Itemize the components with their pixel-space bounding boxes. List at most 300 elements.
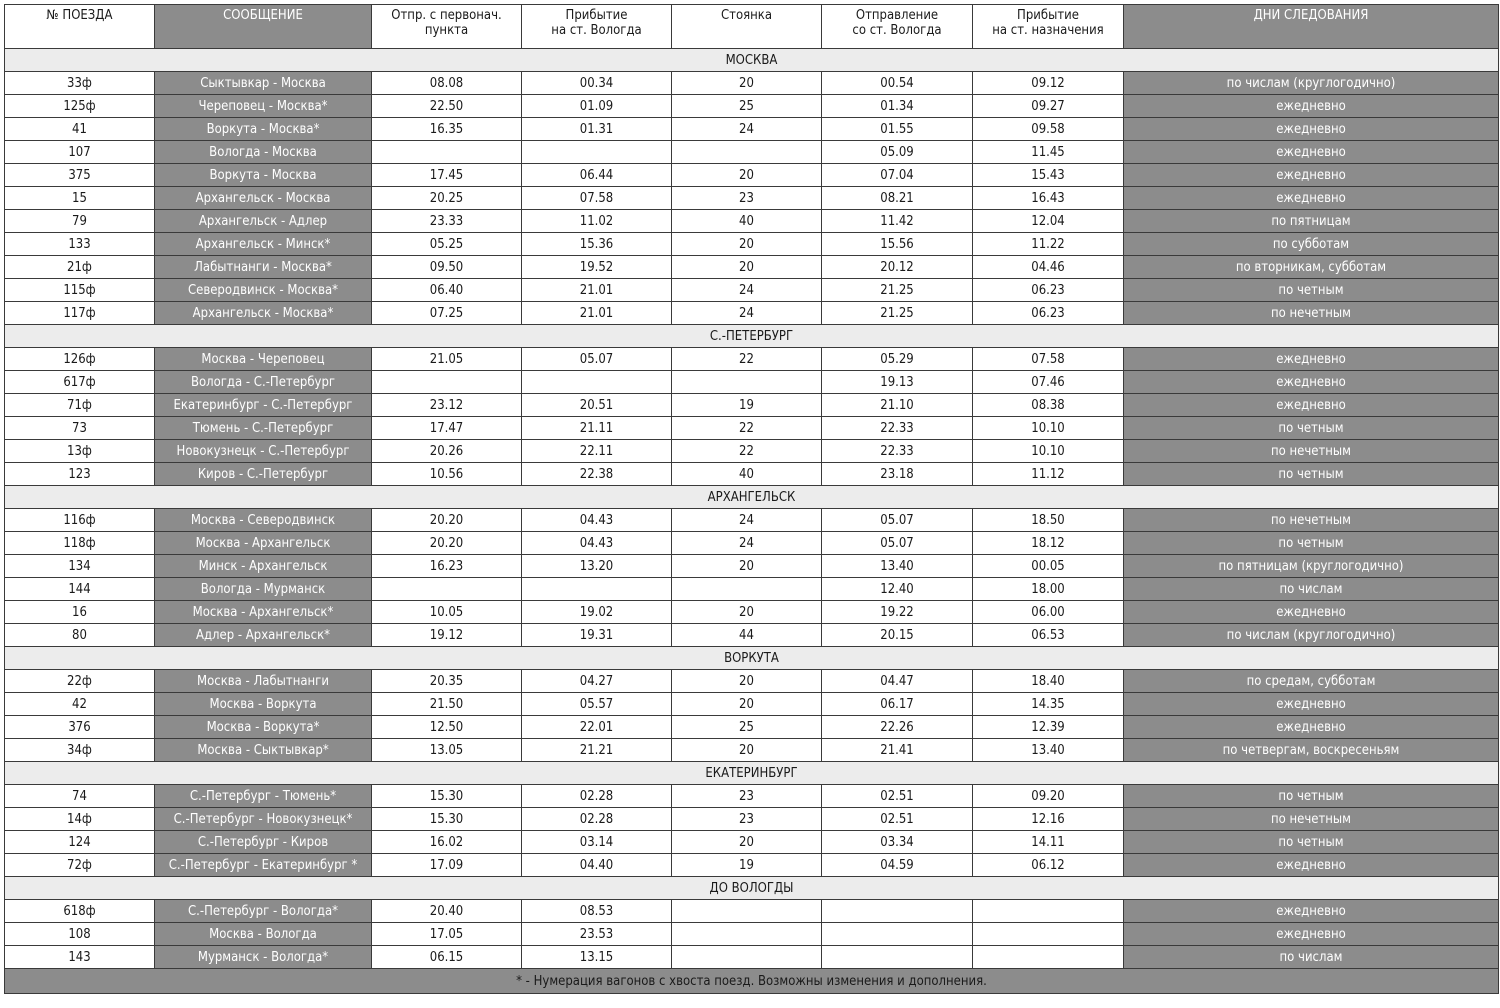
cell-train-number: 71ф bbox=[5, 394, 155, 417]
cell-arrival-vologda: 19.52 bbox=[522, 256, 672, 279]
cell-train-number: 618ф bbox=[5, 900, 155, 923]
cell-train-number: 134 bbox=[5, 555, 155, 578]
cell-arrival-vologda: 19.31 bbox=[522, 624, 672, 647]
cell-train-number: 143 bbox=[5, 946, 155, 969]
cell-days: по субботам bbox=[1124, 233, 1499, 256]
cell-train-number: 115ф bbox=[5, 279, 155, 302]
cell-arrival-vologda: 04.40 bbox=[522, 854, 672, 877]
cell-arrival-vologda: 23.53 bbox=[522, 923, 672, 946]
cell-arrival-destination: 13.40 bbox=[973, 739, 1124, 762]
section-title: АРХАНГЕЛЬСК bbox=[5, 486, 1499, 509]
footnote: * - Нумерация вагонов с хвоста поезд. Возможны изменения и дополнения. bbox=[5, 969, 1499, 994]
cell-stop-duration: 20 bbox=[672, 693, 822, 716]
cell-arrival-vologda: 22.11 bbox=[522, 440, 672, 463]
cell-train-number: 79 bbox=[5, 210, 155, 233]
cell-departure-origin: 15.30 bbox=[372, 785, 522, 808]
cell-train-number: 108 bbox=[5, 923, 155, 946]
table-row bbox=[5, 187, 1499, 210]
schedule-table bbox=[4, 4, 1499, 994]
cell-departure-origin: 20.26 bbox=[372, 440, 522, 463]
table-row bbox=[5, 946, 1499, 969]
cell-arrival-vologda: 19.02 bbox=[522, 601, 672, 624]
cell-train-number: 617ф bbox=[5, 371, 155, 394]
cell-departure-origin: 06.40 bbox=[372, 279, 522, 302]
cell-departure-origin: 17.45 bbox=[372, 164, 522, 187]
cell-route: Тюмень - С.-Петербург bbox=[155, 417, 372, 440]
cell-train-number: 14ф bbox=[5, 808, 155, 831]
cell-route: Архангельск - Адлер bbox=[155, 210, 372, 233]
cell-arrival-destination: 04.46 bbox=[973, 256, 1124, 279]
cell-days: ежедневно bbox=[1124, 394, 1499, 417]
cell-arrival-destination: 09.27 bbox=[973, 95, 1124, 118]
cell-stop-duration: 25 bbox=[672, 716, 822, 739]
cell-departure-origin: 21.05 bbox=[372, 348, 522, 371]
cell-arrival-vologda: 02.28 bbox=[522, 808, 672, 831]
cell-stop-duration: 24 bbox=[672, 118, 822, 141]
cell-departure-origin bbox=[372, 371, 522, 394]
cell-departure-origin: 16.23 bbox=[372, 555, 522, 578]
cell-route: С.-Петербург - Тюмень* bbox=[155, 785, 372, 808]
cell-departure-origin: 08.08 bbox=[372, 72, 522, 95]
cell-departure-vologda: 04.47 bbox=[822, 670, 973, 693]
section-header bbox=[5, 49, 1499, 72]
cell-arrival-destination: 06.53 bbox=[973, 624, 1124, 647]
table-row bbox=[5, 716, 1499, 739]
cell-arrival-destination: 08.38 bbox=[973, 394, 1124, 417]
cell-days: по нечетным bbox=[1124, 440, 1499, 463]
cell-arrival-vologda: 21.11 bbox=[522, 417, 672, 440]
cell-train-number: 126ф bbox=[5, 348, 155, 371]
cell-departure-vologda: 22.26 bbox=[822, 716, 973, 739]
cell-days: ежедневно bbox=[1124, 141, 1499, 164]
cell-stop-duration: 20 bbox=[672, 601, 822, 624]
cell-stop-duration: 22 bbox=[672, 440, 822, 463]
header-arrival-vologda: Прибытие на ст. Вологда bbox=[522, 5, 672, 49]
schedule-body bbox=[5, 49, 1499, 969]
cell-stop-duration: 20 bbox=[672, 233, 822, 256]
cell-departure-origin: 10.05 bbox=[372, 601, 522, 624]
cell-route: Новокузнецк - С.-Петербург bbox=[155, 440, 372, 463]
cell-route: Москва - Вологда bbox=[155, 923, 372, 946]
cell-departure-origin: 20.35 bbox=[372, 670, 522, 693]
table-row bbox=[5, 670, 1499, 693]
cell-train-number: 16 bbox=[5, 601, 155, 624]
cell-arrival-destination: 14.35 bbox=[973, 693, 1124, 716]
cell-departure-origin: 21.50 bbox=[372, 693, 522, 716]
cell-stop-duration bbox=[672, 371, 822, 394]
cell-arrival-destination: 15.43 bbox=[973, 164, 1124, 187]
cell-train-number: 13ф bbox=[5, 440, 155, 463]
table-row bbox=[5, 601, 1499, 624]
cell-train-number: 123 bbox=[5, 463, 155, 486]
cell-stop-duration: 20 bbox=[672, 555, 822, 578]
cell-stop-duration: 24 bbox=[672, 279, 822, 302]
cell-departure-origin: 20.40 bbox=[372, 900, 522, 923]
cell-route: Вологда - С.-Петербург bbox=[155, 371, 372, 394]
cell-route: Екатеринбург - С.-Петербург bbox=[155, 394, 372, 417]
cell-stop-duration bbox=[672, 141, 822, 164]
cell-train-number: 41 bbox=[5, 118, 155, 141]
cell-days: ежедневно bbox=[1124, 854, 1499, 877]
cell-arrival-destination: 18.50 bbox=[973, 509, 1124, 532]
footnote-row bbox=[5, 969, 1499, 994]
cell-route: Москва - Воркута bbox=[155, 693, 372, 716]
cell-arrival-vologda: 22.01 bbox=[522, 716, 672, 739]
cell-route: Москва - Сыктывкар* bbox=[155, 739, 372, 762]
cell-route: Минск - Архангельск bbox=[155, 555, 372, 578]
cell-stop-duration: 19 bbox=[672, 854, 822, 877]
cell-train-number: 33ф bbox=[5, 72, 155, 95]
cell-train-number: 375 bbox=[5, 164, 155, 187]
cell-arrival-vologda: 08.53 bbox=[522, 900, 672, 923]
header-stop-duration: Стоянка bbox=[672, 5, 822, 49]
table-row bbox=[5, 164, 1499, 187]
cell-departure-origin: 07.25 bbox=[372, 302, 522, 325]
cell-stop-duration: 20 bbox=[672, 670, 822, 693]
cell-route: Москва - Лабытнанги bbox=[155, 670, 372, 693]
cell-departure-origin: 20.20 bbox=[372, 509, 522, 532]
section-header bbox=[5, 486, 1499, 509]
cell-departure-origin: 06.15 bbox=[372, 946, 522, 969]
cell-days: по пятницам (круглогодично) bbox=[1124, 555, 1499, 578]
table-row bbox=[5, 923, 1499, 946]
table-row bbox=[5, 72, 1499, 95]
cell-arrival-vologda: 04.43 bbox=[522, 532, 672, 555]
cell-arrival-destination: 16.43 bbox=[973, 187, 1124, 210]
cell-departure-origin: 12.50 bbox=[372, 716, 522, 739]
cell-train-number: 34ф bbox=[5, 739, 155, 762]
cell-days: по четвергам, воскресеньям bbox=[1124, 739, 1499, 762]
cell-days: ежедневно bbox=[1124, 164, 1499, 187]
cell-days: ежедневно bbox=[1124, 900, 1499, 923]
cell-departure-vologda: 08.21 bbox=[822, 187, 973, 210]
table-row bbox=[5, 233, 1499, 256]
cell-departure-vologda: 21.25 bbox=[822, 279, 973, 302]
cell-days: по четным bbox=[1124, 831, 1499, 854]
cell-departure-origin: 09.50 bbox=[372, 256, 522, 279]
cell-arrival-destination: 07.46 bbox=[973, 371, 1124, 394]
cell-arrival-vologda: 21.01 bbox=[522, 279, 672, 302]
cell-departure-vologda: 05.07 bbox=[822, 532, 973, 555]
cell-route: Сыктывкар - Москва bbox=[155, 72, 372, 95]
cell-days: ежедневно bbox=[1124, 601, 1499, 624]
cell-arrival-vologda bbox=[522, 371, 672, 394]
cell-route: Киров - С.-Петербург bbox=[155, 463, 372, 486]
cell-days: ежедневно bbox=[1124, 348, 1499, 371]
table-row bbox=[5, 440, 1499, 463]
cell-arrival-destination: 12.39 bbox=[973, 716, 1124, 739]
cell-arrival-destination: 06.12 bbox=[973, 854, 1124, 877]
cell-arrival-vologda: 04.27 bbox=[522, 670, 672, 693]
cell-arrival-destination: 10.10 bbox=[973, 417, 1124, 440]
cell-departure-origin: 20.20 bbox=[372, 532, 522, 555]
cell-train-number: 116ф bbox=[5, 509, 155, 532]
cell-departure-vologda: 19.22 bbox=[822, 601, 973, 624]
cell-days: по вторникам, субботам bbox=[1124, 256, 1499, 279]
cell-stop-duration: 22 bbox=[672, 348, 822, 371]
cell-stop-duration: 20 bbox=[672, 739, 822, 762]
cell-arrival-vologda: 13.15 bbox=[522, 946, 672, 969]
cell-train-number: 125ф bbox=[5, 95, 155, 118]
cell-route: Лабытнанги - Москва* bbox=[155, 256, 372, 279]
cell-stop-duration bbox=[672, 946, 822, 969]
cell-route: Москва - Архангельск* bbox=[155, 601, 372, 624]
cell-arrival-vologda: 06.44 bbox=[522, 164, 672, 187]
cell-departure-origin: 16.35 bbox=[372, 118, 522, 141]
cell-arrival-destination: 18.12 bbox=[973, 532, 1124, 555]
cell-arrival-vologda: 15.36 bbox=[522, 233, 672, 256]
cell-departure-vologda: 21.10 bbox=[822, 394, 973, 417]
cell-arrival-destination bbox=[973, 946, 1124, 969]
table-row bbox=[5, 739, 1499, 762]
table-row bbox=[5, 371, 1499, 394]
cell-departure-vologda: 19.13 bbox=[822, 371, 973, 394]
cell-arrival-vologda: 20.51 bbox=[522, 394, 672, 417]
cell-stop-duration: 24 bbox=[672, 509, 822, 532]
table-row bbox=[5, 141, 1499, 164]
cell-days: по числам (круглогодично) bbox=[1124, 624, 1499, 647]
cell-arrival-vologda: 02.28 bbox=[522, 785, 672, 808]
table-row bbox=[5, 854, 1499, 877]
cell-days: ежедневно bbox=[1124, 187, 1499, 210]
cell-departure-origin: 17.09 bbox=[372, 854, 522, 877]
table-row bbox=[5, 210, 1499, 233]
cell-train-number: 74 bbox=[5, 785, 155, 808]
header-arrival-destination: Прибытие на ст. назначения bbox=[973, 5, 1124, 49]
table-row bbox=[5, 256, 1499, 279]
cell-route: Мурманск - Вологда* bbox=[155, 946, 372, 969]
cell-route: Вологда - Москва bbox=[155, 141, 372, 164]
cell-days: по четным bbox=[1124, 417, 1499, 440]
table-row bbox=[5, 532, 1499, 555]
cell-departure-vologda: 20.15 bbox=[822, 624, 973, 647]
cell-arrival-destination: 11.22 bbox=[973, 233, 1124, 256]
cell-departure-vologda: 22.33 bbox=[822, 417, 973, 440]
cell-departure-vologda: 06.17 bbox=[822, 693, 973, 716]
table-row bbox=[5, 118, 1499, 141]
cell-stop-duration: 20 bbox=[672, 831, 822, 854]
cell-arrival-destination: 09.20 bbox=[973, 785, 1124, 808]
header-route: СООБЩЕНИЕ bbox=[155, 5, 372, 49]
cell-days: по четным bbox=[1124, 785, 1499, 808]
cell-departure-vologda: 02.51 bbox=[822, 808, 973, 831]
cell-departure-vologda bbox=[822, 946, 973, 969]
cell-arrival-destination bbox=[973, 923, 1124, 946]
cell-departure-origin: 15.30 bbox=[372, 808, 522, 831]
cell-departure-vologda: 05.09 bbox=[822, 141, 973, 164]
cell-route: Архангельск - Москва bbox=[155, 187, 372, 210]
cell-days: по пятницам bbox=[1124, 210, 1499, 233]
cell-days: ежедневно bbox=[1124, 371, 1499, 394]
table-row bbox=[5, 578, 1499, 601]
cell-arrival-vologda: 00.34 bbox=[522, 72, 672, 95]
cell-arrival-vologda: 21.01 bbox=[522, 302, 672, 325]
cell-route: Адлер - Архангельск* bbox=[155, 624, 372, 647]
cell-stop-duration: 22 bbox=[672, 417, 822, 440]
cell-train-number: 22ф bbox=[5, 670, 155, 693]
cell-route: С.-Петербург - Екатеринбург * bbox=[155, 854, 372, 877]
header-departure-vologda: Отправление со ст. Вологда bbox=[822, 5, 973, 49]
cell-days: ежедневно bbox=[1124, 118, 1499, 141]
cell-arrival-vologda: 03.14 bbox=[522, 831, 672, 854]
cell-arrival-destination: 06.00 bbox=[973, 601, 1124, 624]
cell-arrival-destination: 11.45 bbox=[973, 141, 1124, 164]
cell-days: ежедневно bbox=[1124, 693, 1499, 716]
cell-departure-origin: 05.25 bbox=[372, 233, 522, 256]
table-row bbox=[5, 693, 1499, 716]
table-row bbox=[5, 831, 1499, 854]
cell-departure-vologda: 07.04 bbox=[822, 164, 973, 187]
cell-departure-origin: 17.47 bbox=[372, 417, 522, 440]
cell-train-number: 15 bbox=[5, 187, 155, 210]
cell-stop-duration bbox=[672, 900, 822, 923]
cell-arrival-vologda bbox=[522, 141, 672, 164]
table-row bbox=[5, 900, 1499, 923]
cell-arrival-destination: 06.23 bbox=[973, 279, 1124, 302]
cell-arrival-destination: 18.40 bbox=[973, 670, 1124, 693]
cell-route: С.-Петербург - Киров bbox=[155, 831, 372, 854]
cell-arrival-vologda: 07.58 bbox=[522, 187, 672, 210]
cell-departure-origin: 19.12 bbox=[372, 624, 522, 647]
table-row bbox=[5, 302, 1499, 325]
cell-departure-vologda: 01.34 bbox=[822, 95, 973, 118]
cell-arrival-vologda: 01.09 bbox=[522, 95, 672, 118]
cell-stop-duration: 20 bbox=[672, 164, 822, 187]
table-row bbox=[5, 808, 1499, 831]
section-header bbox=[5, 325, 1499, 348]
cell-stop-duration: 23 bbox=[672, 808, 822, 831]
cell-stop-duration: 19 bbox=[672, 394, 822, 417]
table-row bbox=[5, 394, 1499, 417]
cell-train-number: 107 bbox=[5, 141, 155, 164]
cell-stop-duration: 23 bbox=[672, 187, 822, 210]
cell-arrival-vologda: 13.20 bbox=[522, 555, 672, 578]
cell-departure-origin: 23.12 bbox=[372, 394, 522, 417]
cell-route: Вологда - Мурманск bbox=[155, 578, 372, 601]
cell-days: по четным bbox=[1124, 279, 1499, 302]
cell-train-number: 80 bbox=[5, 624, 155, 647]
cell-days: по нечетным bbox=[1124, 808, 1499, 831]
cell-departure-vologda bbox=[822, 900, 973, 923]
cell-arrival-destination: 07.58 bbox=[973, 348, 1124, 371]
cell-train-number: 376 bbox=[5, 716, 155, 739]
cell-train-number: 21ф bbox=[5, 256, 155, 279]
cell-departure-vologda: 21.25 bbox=[822, 302, 973, 325]
cell-departure-origin: 13.05 bbox=[372, 739, 522, 762]
cell-arrival-destination: 09.58 bbox=[973, 118, 1124, 141]
section-title: С.-ПЕТЕРБУРГ bbox=[5, 325, 1499, 348]
cell-stop-duration: 23 bbox=[672, 785, 822, 808]
section-title: МОСКВА bbox=[5, 49, 1499, 72]
cell-route: Воркута - Москва* bbox=[155, 118, 372, 141]
cell-days: по нечетным bbox=[1124, 302, 1499, 325]
header-departure-origin: Отпр. с первонач. пункта bbox=[372, 5, 522, 49]
cell-route: Москва - Архангельск bbox=[155, 532, 372, 555]
cell-departure-origin bbox=[372, 578, 522, 601]
cell-departure-origin: 10.56 bbox=[372, 463, 522, 486]
cell-arrival-vologda bbox=[522, 578, 672, 601]
cell-arrival-vologda: 21.21 bbox=[522, 739, 672, 762]
table-row bbox=[5, 555, 1499, 578]
cell-arrival-destination bbox=[973, 900, 1124, 923]
cell-days: по нечетным bbox=[1124, 509, 1499, 532]
cell-stop-duration: 44 bbox=[672, 624, 822, 647]
cell-departure-vologda bbox=[822, 923, 973, 946]
cell-departure-vologda: 13.40 bbox=[822, 555, 973, 578]
cell-days: ежедневно bbox=[1124, 923, 1499, 946]
cell-departure-vologda: 00.54 bbox=[822, 72, 973, 95]
cell-departure-origin: 22.50 bbox=[372, 95, 522, 118]
cell-days: ежедневно bbox=[1124, 716, 1499, 739]
table-row bbox=[5, 785, 1499, 808]
cell-arrival-destination: 11.12 bbox=[973, 463, 1124, 486]
cell-departure-vologda: 15.56 bbox=[822, 233, 973, 256]
cell-departure-vologda: 05.29 bbox=[822, 348, 973, 371]
cell-arrival-destination: 09.12 bbox=[973, 72, 1124, 95]
cell-route: Архангельск - Минск* bbox=[155, 233, 372, 256]
cell-train-number: 118ф bbox=[5, 532, 155, 555]
cell-departure-vologda: 05.07 bbox=[822, 509, 973, 532]
table-row bbox=[5, 348, 1499, 371]
cell-departure-vologda: 01.55 bbox=[822, 118, 973, 141]
cell-departure-origin: 17.05 bbox=[372, 923, 522, 946]
cell-stop-duration: 20 bbox=[672, 256, 822, 279]
cell-departure-vologda: 20.12 bbox=[822, 256, 973, 279]
cell-route: Воркута - Москва bbox=[155, 164, 372, 187]
section-title: ДО ВОЛОГДЫ bbox=[5, 877, 1499, 900]
section-title: ЕКАТЕРИНБУРГ bbox=[5, 762, 1499, 785]
cell-departure-vologda: 04.59 bbox=[822, 854, 973, 877]
cell-days: по средам, субботам bbox=[1124, 670, 1499, 693]
table-row bbox=[5, 279, 1499, 302]
table-row bbox=[5, 624, 1499, 647]
cell-route: С.-Петербург - Новокузнецк* bbox=[155, 808, 372, 831]
cell-stop-duration: 25 bbox=[672, 95, 822, 118]
cell-departure-vologda: 11.42 bbox=[822, 210, 973, 233]
cell-route: Москва - Северодвинск bbox=[155, 509, 372, 532]
cell-arrival-destination: 00.05 bbox=[973, 555, 1124, 578]
cell-departure-vologda: 23.18 bbox=[822, 463, 973, 486]
cell-stop-duration: 20 bbox=[672, 72, 822, 95]
cell-arrival-vologda: 05.07 bbox=[522, 348, 672, 371]
cell-arrival-destination: 18.00 bbox=[973, 578, 1124, 601]
cell-stop-duration: 24 bbox=[672, 302, 822, 325]
cell-train-number: 144 bbox=[5, 578, 155, 601]
header-row bbox=[5, 5, 1499, 49]
cell-departure-vologda: 02.51 bbox=[822, 785, 973, 808]
cell-arrival-vologda: 01.31 bbox=[522, 118, 672, 141]
cell-days: по числам (круглогодично) bbox=[1124, 72, 1499, 95]
table-row bbox=[5, 509, 1499, 532]
section-header bbox=[5, 647, 1499, 670]
table-row bbox=[5, 417, 1499, 440]
cell-departure-vologda: 21.41 bbox=[822, 739, 973, 762]
cell-departure-origin bbox=[372, 141, 522, 164]
cell-departure-origin: 23.33 bbox=[372, 210, 522, 233]
cell-stop-duration: 24 bbox=[672, 532, 822, 555]
cell-train-number: 133 bbox=[5, 233, 155, 256]
cell-train-number: 73 bbox=[5, 417, 155, 440]
cell-days: по числам bbox=[1124, 946, 1499, 969]
cell-route: Москва - Череповец bbox=[155, 348, 372, 371]
cell-departure-vologda: 12.40 bbox=[822, 578, 973, 601]
cell-train-number: 124 bbox=[5, 831, 155, 854]
cell-days: по четным bbox=[1124, 532, 1499, 555]
table-row bbox=[5, 463, 1499, 486]
cell-route: С.-Петербург - Вологда* bbox=[155, 900, 372, 923]
cell-arrival-destination: 14.11 bbox=[973, 831, 1124, 854]
cell-arrival-vologda: 04.43 bbox=[522, 509, 672, 532]
